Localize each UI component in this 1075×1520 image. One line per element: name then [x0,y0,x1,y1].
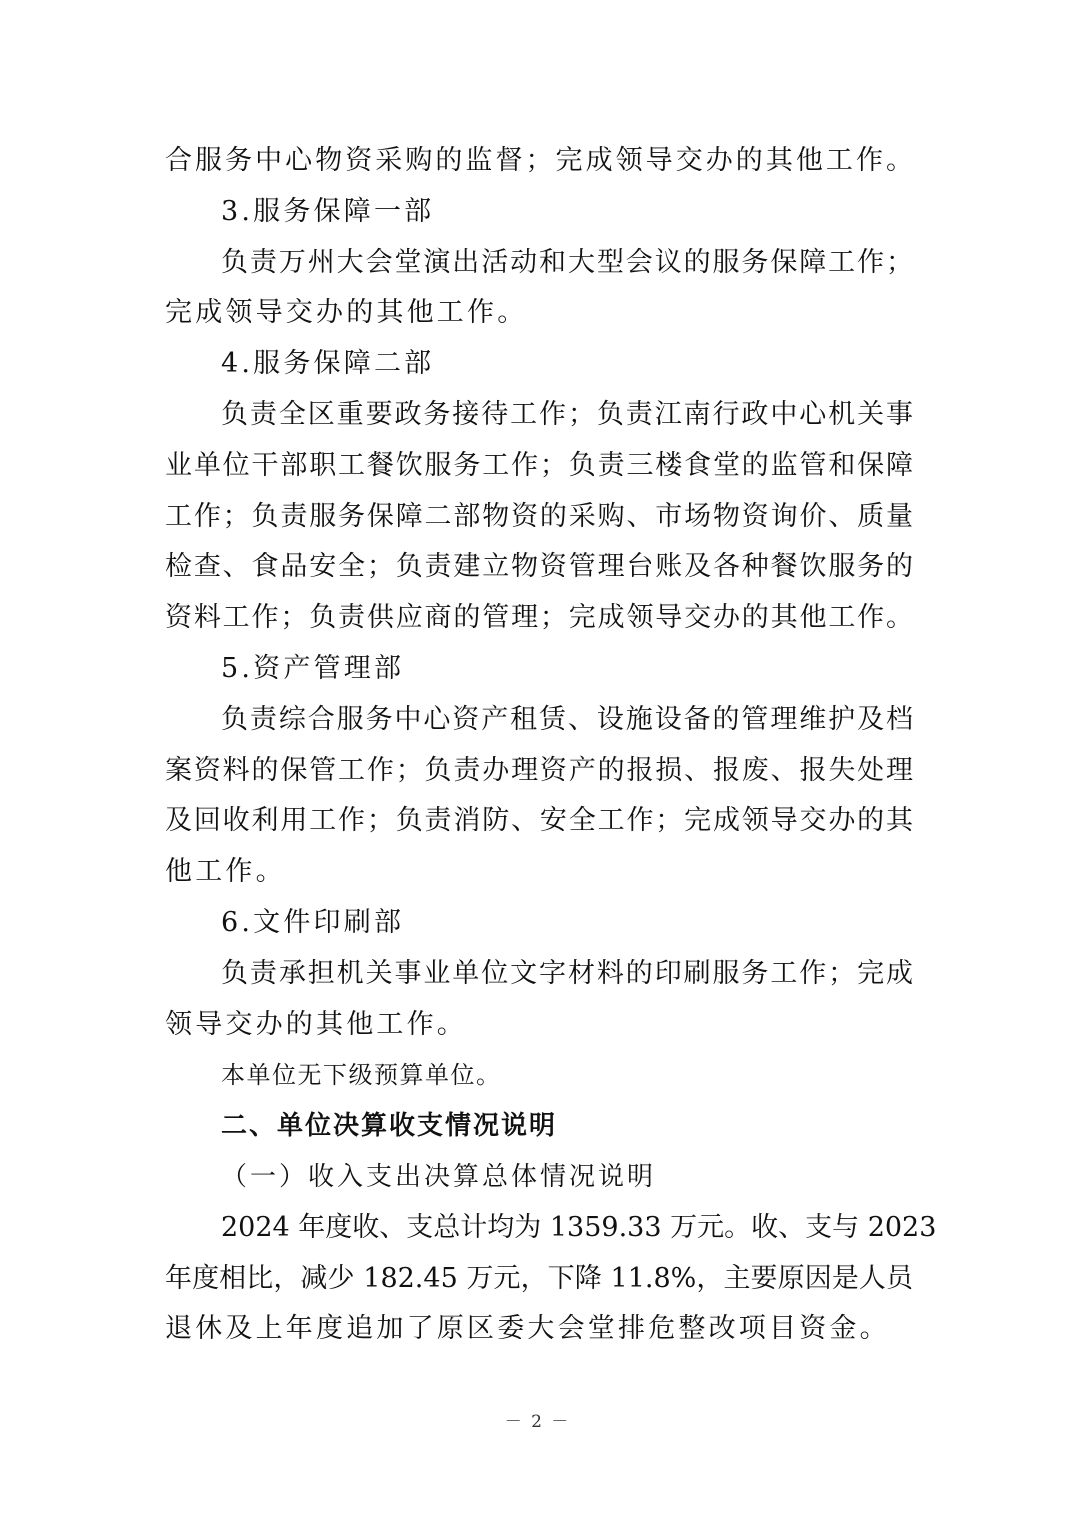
section-item-title: 5.资产管理部 [221,652,405,684]
body-text-line: 检查、食品安全；负责建立物资管理台账及各种餐饮服务的 [165,551,913,583]
body-text-line: 领导交办的其他工作。 [165,1008,467,1040]
section-item-title: 3.服务保障一部 [221,195,435,227]
body-text-line: 2024 年度收、支总计均为 1359.33 万元。收、支与 2023 [221,1211,937,1243]
body-text-line: 负责万州大会堂演出活动和大型会议的服务保障工作； [221,246,913,278]
body-text-line: 负责承担机关事业单位文字材料的印刷服务工作；完成 [221,957,913,989]
body-text-line: 他工作。 [165,856,286,888]
body-text-line: 负责综合服务中心资产租赁、设施设备的管理维护及档 [221,703,913,735]
body-text-line: 退休及上年度追加了原区委大会堂排危整改项目资金。 [165,1313,890,1345]
subsection-heading: （一）收入支出决算总体情况说明 [221,1161,657,1192]
body-text-line: 工作；负责服务保障二部物资的采购、市场物资询价、质量 [165,500,913,532]
section-item-title: 4.服务保障二部 [221,348,435,380]
document-body [165,136,937,1355]
body-text-line: 年度相比，减少 182.45 万元，下降 11.8%，主要原因是人员 [165,1262,913,1294]
page-number: － 2 － [504,1412,571,1432]
body-text-line: 本单位无下级预算单位。 [221,1061,502,1090]
body-text-line: 业单位干部职工餐饮服务工作；负责三楼食堂的监管和保障 [165,449,913,481]
section-heading: 二、单位决算收支情况说明 [221,1111,558,1142]
body-text-line: 资料工作；负责供应商的管理；完成领导交办的其他工作。 [165,602,913,634]
body-text-line: 及回收利用工作；负责消防、安全工作；完成领导交办的其 [165,805,913,837]
body-text-line: 负责全区重要政务接待工作；负责江南行政中心机关事 [221,398,913,430]
body-text-line: 完成领导交办的其他工作。 [165,297,528,329]
body-text-line: 合服务中心物资采购的监督；完成领导交办的其他工作。 [165,145,913,176]
body-text-line: 案资料的保管工作；负责办理资产的报损、报废、报失处理 [165,754,913,786]
section-item-title: 6.文件印刷部 [221,906,405,938]
